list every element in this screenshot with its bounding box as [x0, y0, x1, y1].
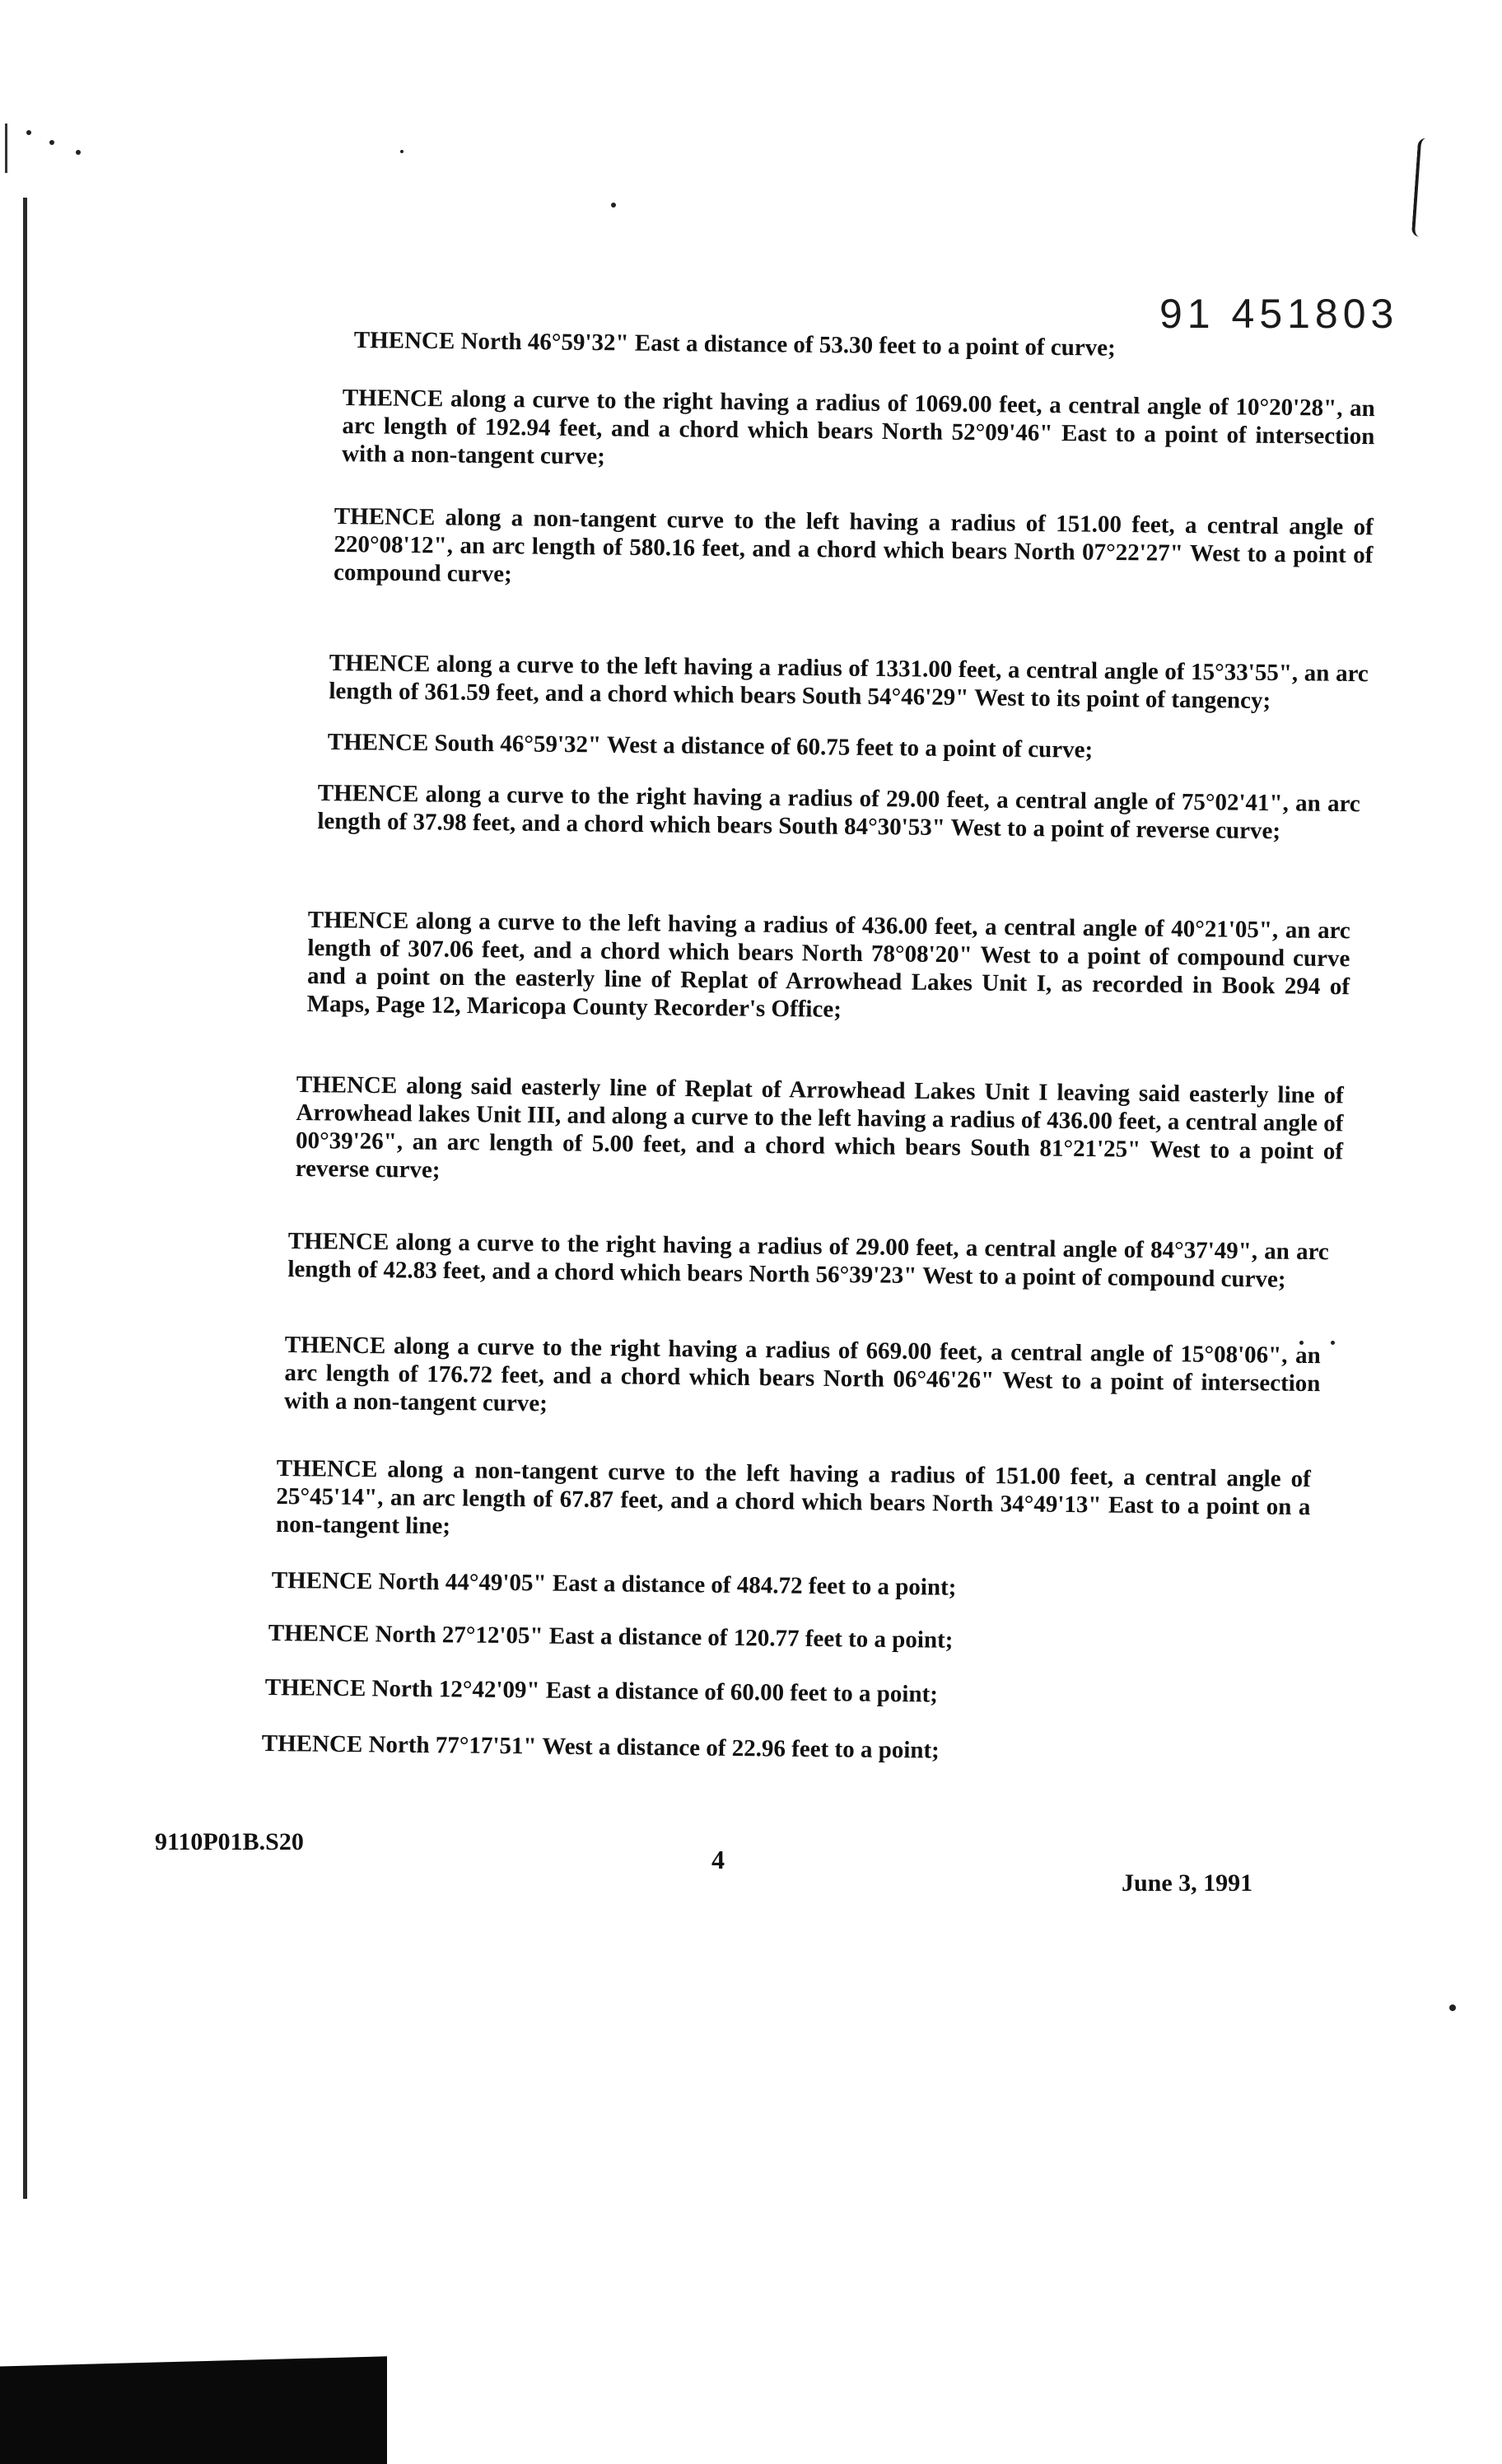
legal-paragraph-14: THENCE North 12°42'09" East a distance of 60.00 feet to a point;: [264, 1674, 939, 1708]
redaction-bar: [0, 2339, 387, 2464]
legal-paragraph-5: THENCE South 46°59'32" West a distance of 60.75 feet to a point of curve;: [327, 728, 1094, 763]
legal-paragraph-7: THENCE along a curve to the left having a radius of 436.00 feet, a central angle of 40°21'05", an arc length of 307.06 feet, and a chord which bears North 78°08'20" West to a point of compound curve and a point on the easterly line of Replat of Arrowhead Lakes Unit I, as recorded in Book 294 of Maps, Page 12, Maricopa County Recorder's Office;: [306, 907, 1350, 1023]
legal-paragraph-13: THENCE North 27°12'05" East a distance of 120.77 feet to a point;: [268, 1620, 954, 1654]
page-number: 4: [711, 1845, 725, 1874]
scan-speck: [400, 150, 403, 153]
legal-paragraph-10: THENCE along a curve to the right having a radius of 669.00 feet, a central angle of 15°08'06", an arc length of 176.72 feet, and a chord which bears North 06°46'26" West to a point of intersection with a non-tangent curve;: [283, 1332, 1321, 1417]
legal-paragraph-12: THENCE North 44°49'05" East a distance of 484.72 feet to a point;: [271, 1567, 957, 1601]
footer-date: June 3, 1991: [1122, 1869, 1253, 1897]
scan-speck: [26, 130, 31, 135]
legal-paragraph-3: THENCE along a non-tangent curve to the left having a radius of 151.00 feet, a central angle of 220°08'12", an arc length of 580.16 feet, and a chord which bears North 07°22'27" West to a point of compound curve;: [333, 502, 1374, 588]
scan-speck: [611, 203, 616, 208]
scan-speck: [1331, 1341, 1335, 1345]
scan-margin-line: [23, 198, 27, 2199]
scan-speck: [49, 140, 54, 145]
legal-paragraph-8: THENCE along said easterly line of Replat of Arrowhead Lakes Unit I leaving said easterly line of Arrowhead lakes Unit III, and along a curve to the left having a radius of 436.00 feet, a central angle of 00°39'26", an arc length of 5.00 feet, and a chord which bears South 81°21'25" West to a point of reverse curve;: [295, 1071, 1344, 1183]
scan-speck: [1449, 2004, 1456, 2011]
legal-paragraph-11: THENCE along a non-tangent curve to the left having a radius of 151.00 feet, a central angle of 25°45'14", an arc length of 67.87 feet, and a chord which bears North 34°49'13" East to a point on a non-tangent line;: [275, 1455, 1311, 1540]
footer-file-code: 9110P01B.S20: [155, 1828, 304, 1855]
legal-paragraph-1: THENCE North 46°59'32" East a distance of 53.30 feet to a point of curve;: [353, 326, 1116, 362]
document-number: 91 451803: [1159, 291, 1399, 337]
scan-margin-mark: [5, 124, 7, 173]
legal-paragraph-15: THENCE North 77°17'51" West a distance of 22.96 feet to a point;: [261, 1730, 940, 1764]
scan-speck: [76, 150, 81, 155]
legal-paragraph-4: THENCE along a curve to the left having a radius of 1331.00 feet, a central angle of 15°33'55", an arc length of 361.59 feet, and a chord which bears South 54°46'29" West to its point of tangency;: [329, 649, 1369, 714]
legal-paragraph-9: THENCE along a curve to the right having a radius of 29.00 feet, a central angle of 84°37'49", an arc length of 42.83 feet, and a chord which bears North 56°39'23" West to a point of compound curve;: [287, 1228, 1329, 1293]
legal-paragraph-6: THENCE along a curve to the right having a radius of 29.00 feet, a central angle of 75°02'41", an arc length of 37.98 feet, and a chord which bears South 84°30'53" West to a point of reverse curve;: [317, 779, 1360, 845]
binder-clip-mark: [1411, 138, 1439, 238]
legal-paragraph-2: THENCE along a curve to the right having a radius of 1069.00 feet, a central angle of 10°20'28", an arc length of 192.94 feet, and a chord which bears North 52°09'46" East to a point of intersection with a non-tangent curve;: [341, 384, 1375, 470]
